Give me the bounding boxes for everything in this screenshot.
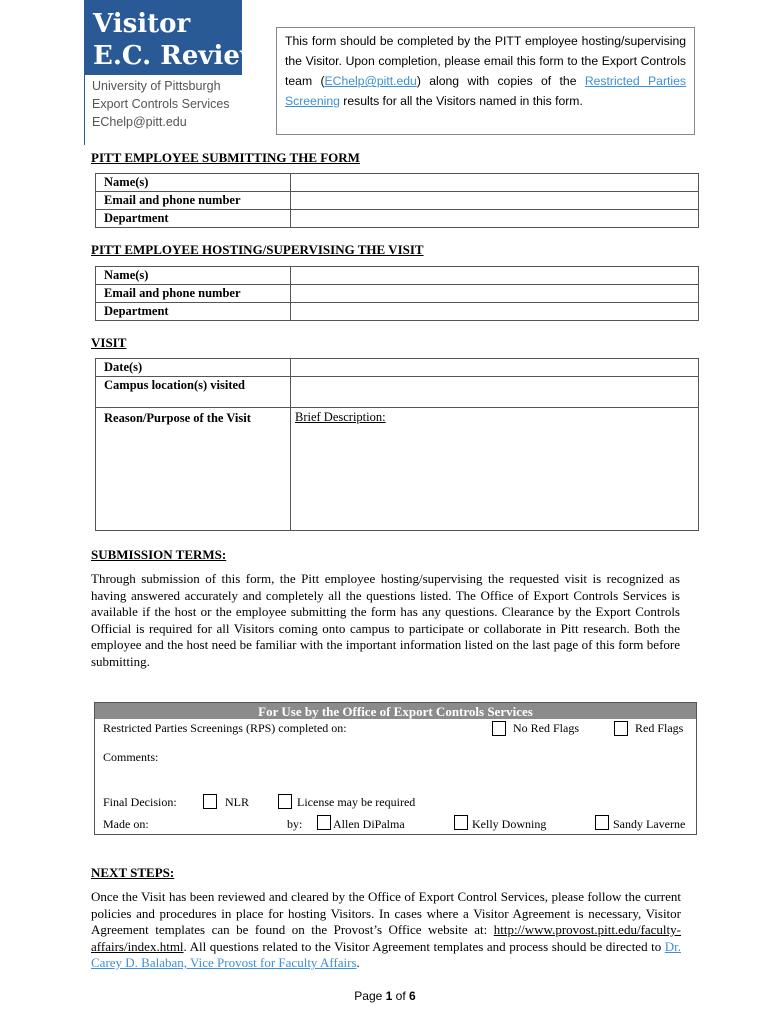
form-title-line1: Visitor — [93, 9, 191, 39]
host-department-label: Department — [96, 303, 291, 321]
table-row — [96, 285, 699, 303]
by-label: by: — [287, 817, 303, 831]
final-decision-label: Final Decision: — [103, 795, 177, 809]
host-contact-field[interactable] — [291, 285, 699, 303]
license-required-label: License may be required — [297, 795, 416, 809]
host-heading: PITT EMPLOYEE HOSTING/SUPERVISING THE VISIT — [91, 242, 424, 257]
table-row — [96, 377, 699, 408]
no-red-flags-label: No Red Flags — [513, 721, 579, 735]
terms-heading: SUBMISSION TERMS: — [91, 547, 227, 562]
visit-campus-field[interactable] — [291, 377, 699, 408]
terms-body: Through submission of this form, the Pitt employee hosting/supervising the requested visit is recognized as having answered accurately and completely all the questions listed. The Office of Export Controls Services is available if the host or the employee submitting the form has any questions. Clearance by the Export Controls Official is required for all Visitors coming onto campus to participate or collaborate in Pitt research. Both the employee and the host need be familiar with the important information listed on the last page of this form before submitting. — [91, 571, 680, 669]
reviewer-dipalma-label: Allen DiPalma — [333, 817, 405, 831]
red-flags-checkbox[interactable] — [614, 721, 628, 736]
brief-description-label: Brief Description: — [295, 410, 386, 424]
visit-campus-label: Campus location(s) visited — [96, 377, 291, 408]
table-row — [96, 408, 699, 531]
host-name-label: Name(s) — [96, 267, 291, 285]
submitter-department-label: Department — [96, 210, 291, 228]
rps-completed-label: Restricted Parties Screenings (RPS) completed on: — [103, 721, 347, 735]
submitter-department-field[interactable] — [291, 210, 699, 228]
comments-label: Comments: — [103, 750, 159, 764]
office-use-heading: For Use by the Office of Export Controls Services — [95, 703, 696, 719]
reviewer-downing-checkbox[interactable] — [454, 815, 468, 830]
org-department: Export Controls Services — [92, 97, 230, 111]
reviewer-dipalma-checkbox[interactable] — [317, 815, 331, 830]
made-on-label: Made on: — [103, 817, 149, 831]
red-flags-label: Red Flags — [635, 721, 684, 735]
next-steps-heading: NEXT STEPS: — [91, 865, 175, 880]
brand-rule — [84, 75, 85, 145]
next-steps-text-middle: . All questions related to the Visitor Agreement templates and process should be directed to — [183, 938, 665, 954]
visit-dates-field[interactable] — [291, 359, 699, 377]
form-title — [93, 8, 262, 72]
rps-link[interactable]: Restricted Parties Screening — [285, 74, 686, 108]
page-word: Page — [354, 989, 383, 1003]
org-email: EChelp@pitt.edu — [92, 115, 187, 129]
nlr-label: NLR — [225, 795, 249, 809]
echelp-email-link[interactable]: EChelp@pitt.edu — [324, 74, 417, 88]
submitter-contact-field[interactable] — [291, 192, 699, 210]
org-info — [92, 77, 230, 131]
visit-dates-label: Date(s) — [96, 359, 291, 377]
submitter-table — [95, 173, 699, 228]
form-title-line2: E.C. Review — [93, 41, 263, 71]
visit-reason-label: Reason/Purpose of the Visit — [96, 408, 291, 531]
host-department-field[interactable] — [291, 303, 699, 321]
instructions-box — [276, 27, 695, 135]
submitter-name-label: Name(s) — [96, 174, 291, 192]
submitter-heading: PITT EMPLOYEE SUBMITTING THE FORM — [91, 150, 360, 165]
current-page: 1 — [385, 989, 393, 1003]
provost-website-link[interactable]: http://www.provost.pitt.edu/faculty-affairs/index.html — [91, 922, 681, 954]
office-use-box — [94, 702, 697, 835]
reviewer-laverne-checkbox[interactable] — [595, 815, 609, 830]
vice-provost-contact-link[interactable]: Dr. Carey D. Balaban, Vice Provost for Faculty Affairs — [91, 938, 681, 970]
org-name: University of Pittsburgh — [92, 79, 221, 93]
table-row — [96, 210, 699, 228]
instructions-text-end: results for all the Visitors named in this form. — [339, 94, 583, 108]
instructions-text-middle: ) along with copies of the — [416, 74, 585, 88]
license-required-checkbox[interactable] — [278, 794, 292, 809]
reviewer-downing-label: Kelly Downing — [472, 817, 547, 831]
no-red-flags-checkbox[interactable] — [492, 721, 506, 736]
table-row — [96, 267, 699, 285]
instructions-text-start: This form should be completed by the PITT employee hosting/supervising the Visitor. Upon completion, please email this form to the Export Controls team ( — [285, 34, 686, 88]
page-number — [0, 989, 770, 1003]
nlr-checkbox[interactable] — [203, 794, 217, 809]
table-row — [96, 359, 699, 377]
visit-table — [95, 358, 699, 531]
table-row — [96, 192, 699, 210]
total-pages: 6 — [409, 989, 416, 1003]
instructions-text — [285, 31, 686, 111]
visit-heading: VISIT — [91, 335, 127, 350]
of-word: of — [395, 989, 406, 1003]
reviewer-laverne-label: Sandy Laverne — [613, 817, 686, 831]
host-contact-label: Email and phone number — [96, 285, 291, 303]
next-steps-text-start: Once the Visit has been reviewed and cleared by the Office of Export Control Services, please follow the current policies and procedures in place for hosting Visitors. In cases where a Visitor Agreement is necessary, Visitor Agreement templates can be found on the Provost’s Office website at: — [91, 889, 681, 937]
next-steps-body — [91, 889, 681, 972]
visit-reason-field[interactable] — [291, 408, 699, 531]
host-name-field[interactable] — [291, 267, 699, 285]
host-table — [95, 266, 699, 321]
submitter-name-field[interactable] — [291, 174, 699, 192]
submitter-contact-label: Email and phone number — [96, 192, 291, 210]
table-row — [96, 174, 699, 192]
next-steps-text-end: . — [356, 955, 360, 970]
table-row — [96, 303, 699, 321]
